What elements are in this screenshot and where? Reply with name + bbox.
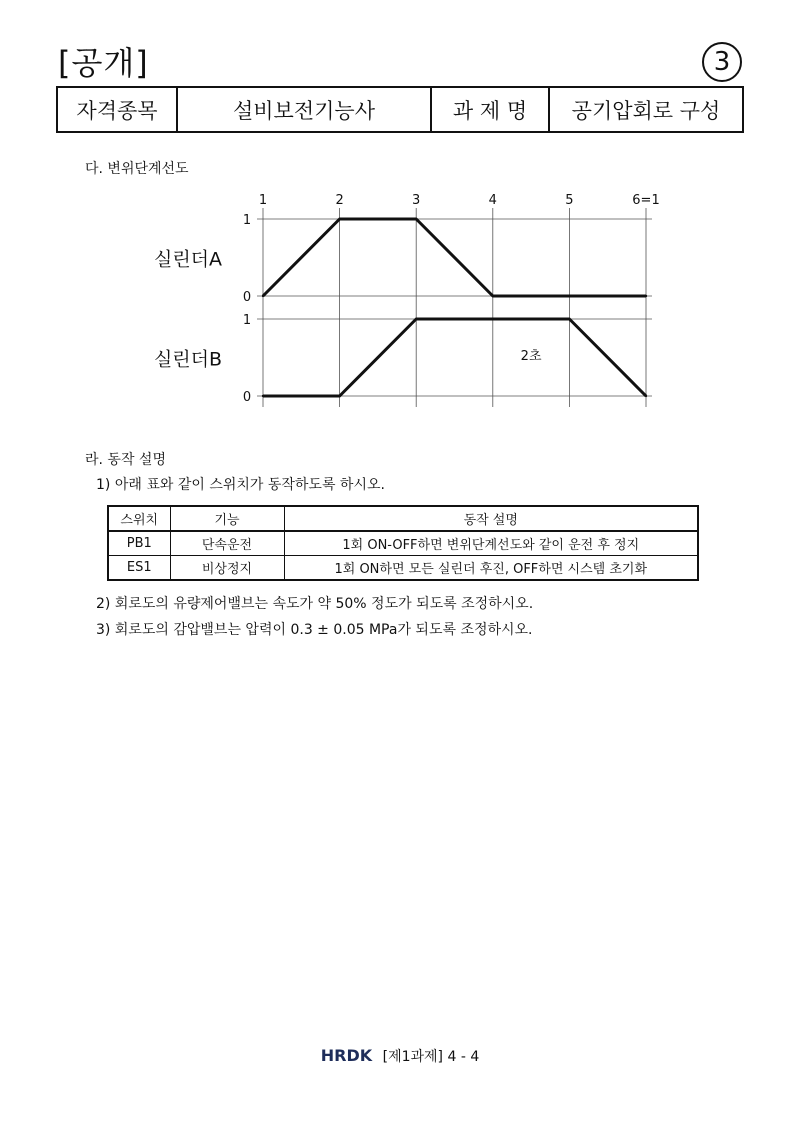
hrdk-logo: HRDK (320, 1046, 373, 1065)
series-point (338, 395, 340, 397)
task-label: 과 제 명 (431, 87, 549, 132)
series-line-cylinder-a (263, 219, 646, 296)
qualification-value: 설비보전기능사 (177, 87, 431, 132)
task-value: 공기압회로 구성 (549, 87, 743, 132)
table-row (108, 531, 698, 556)
switch-function-table (107, 505, 699, 581)
y-tick-label: 1 (242, 313, 252, 328)
y-tick-label: 0 (242, 290, 252, 305)
series-point (262, 395, 264, 397)
table-row (108, 556, 698, 581)
series-point (415, 318, 417, 320)
section-heading-ra: 라. 동작 설명 (85, 452, 166, 468)
series-point (415, 218, 417, 220)
series-point (568, 318, 570, 320)
displacement-step-diagram (0, 0, 800, 460)
note-2: 2) 회로도의 유량제어밸브는 속도가 약 50% 정도가 되도록 조정하시오. (96, 596, 534, 612)
y-tick-label: 0 (242, 390, 252, 405)
cell-description: 1회 ON-OFF하면 변위단계선도와 같이 운전 후 정지 (284, 531, 698, 556)
document-label: [공개] (58, 44, 149, 82)
step-label: 1 (258, 193, 268, 208)
header-description: 동작 설명 (284, 506, 698, 531)
timer-annotation: 2초 (520, 349, 542, 364)
header-function: 기능 (170, 506, 284, 531)
cell-function: 단속운전 (170, 531, 284, 556)
series-name-label: 실린더A (153, 248, 223, 271)
step-label: 2 (335, 193, 344, 208)
series-point (645, 395, 647, 397)
series-point (645, 295, 647, 297)
cell-function: 비상정지 (170, 556, 284, 581)
footer (0, 1046, 800, 1067)
y-tick-label: 1 (242, 213, 252, 228)
step-label: 4 (488, 193, 497, 208)
series-point (338, 218, 340, 220)
cell-description: 1회 ON하면 모든 실린더 후진, OFF하면 시스템 초기화 (284, 556, 698, 581)
cell-switch: ES1 (108, 556, 170, 581)
step-label: 6=1 (632, 193, 660, 208)
note-1: 1) 아래 표와 같이 스위치가 동작하도록 하시오. (96, 477, 385, 493)
note-3: 3) 회로도의 감압밸브는 압력이 0.3 ± 0.05 MPa가 되도록 조정하시오. (96, 622, 533, 638)
step-label: 3 (412, 193, 421, 208)
page-number-badge: 3 (702, 42, 742, 82)
header-switch: 스위치 (108, 506, 170, 531)
series-point (262, 295, 264, 297)
series-point (568, 295, 570, 297)
series-name-label: 실린더B (153, 348, 223, 371)
table-header-row (108, 506, 698, 531)
footer-page-info: [제1과제] 4 - 4 (382, 1049, 480, 1065)
series-point (492, 295, 494, 297)
step-label: 5 (565, 193, 574, 208)
series-line-cylinder-b (263, 319, 646, 396)
cell-switch: PB1 (108, 531, 170, 556)
section-heading-da: 다. 변위단계선도 (85, 161, 189, 177)
qualification-label: 자격종목 (57, 87, 177, 132)
series-point (492, 318, 494, 320)
